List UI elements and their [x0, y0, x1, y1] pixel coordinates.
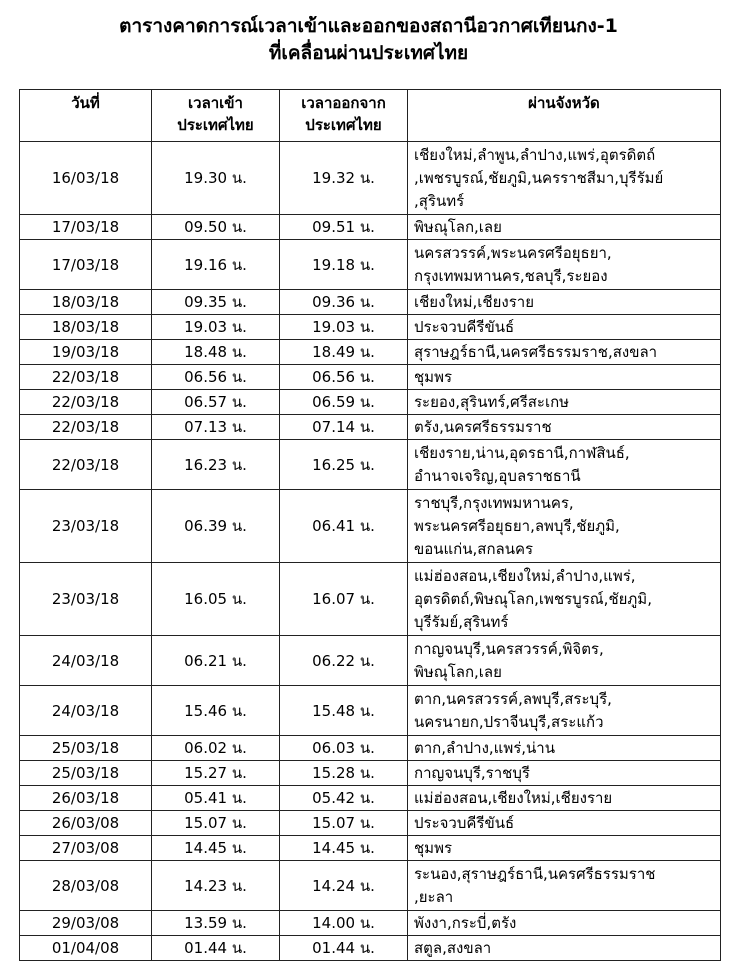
schedule-table [19, 89, 721, 961]
cell-exit-time: 05.42 น. [280, 786, 408, 811]
cell-provinces: แม่ฮ่องสอน,เชียงใหม่,ลำปาง,แพร่, อุตรดิตถ์,พิษณุโลก,เพชรบูรณ์,ชัยภูมิ, บุรีรัมย์,สุรินทร์ [408, 563, 721, 636]
cell-enter-time: 09.35 น. [152, 290, 280, 315]
header-row [20, 90, 721, 142]
table-row [20, 390, 721, 415]
cell-date: 18/03/18 [20, 315, 152, 340]
table-row [20, 490, 721, 563]
table-row [20, 761, 721, 786]
cell-provinces: สตูล,สงขลา [408, 936, 721, 961]
header-enter-time: เวลาเข้า ประเทศไทย [152, 90, 280, 142]
cell-provinces: ชุมพร [408, 365, 721, 390]
cell-exit-time: 01.44 น. [280, 936, 408, 961]
cell-date: 17/03/18 [20, 215, 152, 240]
cell-exit-time: 15.28 น. [280, 761, 408, 786]
cell-provinces: ระยอง,สุรินทร์,ศรีสะเกษ [408, 390, 721, 415]
cell-enter-time: 16.23 น. [152, 440, 280, 490]
cell-exit-time: 15.48 น. [280, 686, 408, 736]
table-body [20, 142, 721, 961]
cell-date: 26/03/08 [20, 811, 152, 836]
table-row [20, 215, 721, 240]
cell-provinces: กาญจนบุรี,นครสวรรค์,พิจิตร, พิษณุโลก,เลย [408, 636, 721, 686]
cell-exit-time: 09.51 น. [280, 215, 408, 240]
table-row [20, 936, 721, 961]
title-line-1: ตารางคาดการณ์เวลาเข้าและออกของสถานีอวกาศเทียนกง-1 [119, 15, 618, 37]
cell-date: 27/03/08 [20, 836, 152, 861]
cell-provinces: ตาก,ลำปาง,แพร่,น่าน [408, 736, 721, 761]
cell-enter-time: 09.50 น. [152, 215, 280, 240]
table-row [20, 736, 721, 761]
cell-exit-time: 19.18 น. [280, 240, 408, 290]
cell-exit-time: 19.32 น. [280, 142, 408, 215]
table-row [20, 686, 721, 736]
cell-date: 19/03/18 [20, 340, 152, 365]
cell-enter-time: 05.41 น. [152, 786, 280, 811]
cell-date: 25/03/18 [20, 736, 152, 761]
cell-exit-time: 16.07 น. [280, 563, 408, 636]
cell-exit-time: 06.22 น. [280, 636, 408, 686]
cell-enter-time: 06.39 น. [152, 490, 280, 563]
cell-date: 28/03/08 [20, 861, 152, 911]
cell-exit-time: 19.03 น. [280, 315, 408, 340]
cell-enter-time: 14.23 น. [152, 861, 280, 911]
cell-exit-time: 14.45 น. [280, 836, 408, 861]
cell-enter-time: 15.07 น. [152, 811, 280, 836]
cell-provinces: กาญจนบุรี,ราชบุรี [408, 761, 721, 786]
cell-provinces: ประจวบคีรีขันธ์ [408, 811, 721, 836]
cell-provinces: พังงา,กระบี่,ตรัง [408, 911, 721, 936]
cell-date: 25/03/18 [20, 761, 152, 786]
cell-provinces: นครสวรรค์,พระนครศรีอยุธยา, กรุงเทพมหานคร,ชลบุรี,ระยอง [408, 240, 721, 290]
table-row [20, 415, 721, 440]
table-row [20, 636, 721, 686]
cell-provinces: ตรัง,นครศรีธรรมราช [408, 415, 721, 440]
header-provinces: ผ่านจังหวัด [408, 90, 721, 142]
cell-enter-time: 06.21 น. [152, 636, 280, 686]
table-row [20, 365, 721, 390]
cell-date: 22/03/18 [20, 390, 152, 415]
cell-enter-time: 06.02 น. [152, 736, 280, 761]
cell-exit-time: 06.59 น. [280, 390, 408, 415]
cell-exit-time: 16.25 น. [280, 440, 408, 490]
cell-exit-time: 18.49 น. [280, 340, 408, 365]
cell-date: 17/03/18 [20, 240, 152, 290]
cell-provinces: พิษณุโลก,เลย [408, 215, 721, 240]
cell-provinces: แม่ฮ่องสอน,เชียงใหม่,เชียงราย [408, 786, 721, 811]
cell-enter-time: 16.05 น. [152, 563, 280, 636]
cell-date: 26/03/18 [20, 786, 152, 811]
cell-enter-time: 14.45 น. [152, 836, 280, 861]
table-row [20, 142, 721, 215]
cell-exit-time: 09.36 น. [280, 290, 408, 315]
cell-enter-time: 01.44 น. [152, 936, 280, 961]
cell-exit-time: 07.14 น. [280, 415, 408, 440]
table-row [20, 836, 721, 861]
cell-exit-time: 14.00 น. [280, 911, 408, 936]
cell-date: 22/03/18 [20, 415, 152, 440]
table-row [20, 563, 721, 636]
cell-enter-time: 19.03 น. [152, 315, 280, 340]
cell-date: 18/03/18 [20, 290, 152, 315]
table-row [20, 440, 721, 490]
cell-provinces: เชียงราย,น่าน,อุดรธานี,กาฬสินธ์, อำนาจเจริญ,อุบลราชธานี [408, 440, 721, 490]
cell-provinces: สุราษฎร์ธานี,นครศรีธรรมราช,สงขลา [408, 340, 721, 365]
table-row [20, 315, 721, 340]
cell-enter-time: 19.16 น. [152, 240, 280, 290]
cell-date: 16/03/18 [20, 142, 152, 215]
cell-provinces: ราชบุรี,กรุงเทพมหานคร, พระนครศรีอยุธยา,ลพบุรี,ชัยภูมิ, ขอนแก่น,สกลนคร [408, 490, 721, 563]
cell-enter-time: 13.59 น. [152, 911, 280, 936]
cell-provinces: เชียงใหม่,เชียงราย [408, 290, 721, 315]
table-row [20, 811, 721, 836]
cell-enter-time: 15.46 น. [152, 686, 280, 736]
document-title [0, 0, 737, 67]
cell-provinces: ระนอง,สุราษฎร์ธานี,นครศรีธรรมราช ,ยะลา [408, 861, 721, 911]
cell-date: 29/03/08 [20, 911, 152, 936]
cell-date: 01/04/08 [20, 936, 152, 961]
cell-exit-time: 14.24 น. [280, 861, 408, 911]
cell-enter-time: 18.48 น. [152, 340, 280, 365]
cell-exit-time: 06.56 น. [280, 365, 408, 390]
cell-provinces: ชุมพร [408, 836, 721, 861]
cell-date: 23/03/18 [20, 490, 152, 563]
cell-provinces: ตาก,นครสวรรค์,ลพบุรี,สระบุรี, นครนายก,ปราจีนบุรี,สระแก้ว [408, 686, 721, 736]
table-row [20, 911, 721, 936]
cell-date: 24/03/18 [20, 686, 152, 736]
header-date: วันที่ [20, 90, 152, 142]
title-line-2: ที่เคลื่อนผ่านประเทศไทย [268, 42, 469, 64]
cell-exit-time: 06.41 น. [280, 490, 408, 563]
cell-enter-time: 06.56 น. [152, 365, 280, 390]
cell-exit-time: 06.03 น. [280, 736, 408, 761]
cell-enter-time: 06.57 น. [152, 390, 280, 415]
cell-exit-time: 15.07 น. [280, 811, 408, 836]
table-row [20, 340, 721, 365]
cell-date: 23/03/18 [20, 563, 152, 636]
cell-provinces: ประจวบคีรีขันธ์ [408, 315, 721, 340]
table-row [20, 240, 721, 290]
cell-date: 24/03/18 [20, 636, 152, 686]
header-exit-time: เวลาออกจาก ประเทศไทย [280, 90, 408, 142]
table-row [20, 861, 721, 911]
cell-enter-time: 07.13 น. [152, 415, 280, 440]
cell-date: 22/03/18 [20, 365, 152, 390]
table-row [20, 290, 721, 315]
cell-provinces: เชียงใหม่,ลำพูน,ลำปาง,แพร่,อุตรดิตถ์ ,เพชรบูรณ์,ชัยภูมิ,นครราชสีมา,บุรีรัมย์ ,สุรินทร์ [408, 142, 721, 215]
cell-date: 22/03/18 [20, 440, 152, 490]
cell-enter-time: 19.30 น. [152, 142, 280, 215]
table-row [20, 786, 721, 811]
cell-enter-time: 15.27 น. [152, 761, 280, 786]
